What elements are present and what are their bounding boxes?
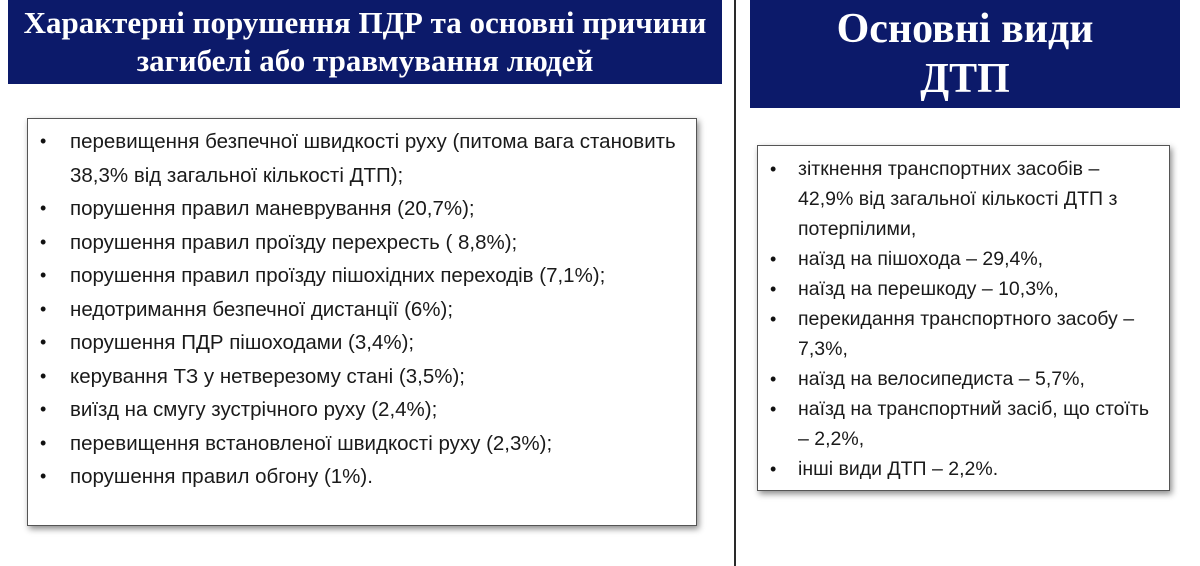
list-item-text: наїзд на транспортний засіб, що стоїть – 2,2%,	[798, 398, 1150, 450]
bullet-icon: •	[40, 432, 47, 453]
list-item-text: керування ТЗ у нетверезому стані (3,5%);	[70, 364, 465, 388]
bullet-icon: •	[40, 298, 47, 319]
list-item	[36, 259, 682, 293]
list-item	[36, 226, 682, 260]
vertical-divider	[734, 0, 736, 566]
list-item	[766, 394, 1159, 454]
bullet-icon: •	[40, 399, 47, 419]
bullet-icon: •	[770, 249, 777, 269]
accident-types-list	[766, 154, 1159, 484]
list-item	[36, 192, 682, 226]
bullet-icon: •	[40, 365, 47, 386]
list-item	[766, 244, 1159, 274]
list-item	[766, 154, 1159, 244]
list-item-text: порушення правил проїзду пішохідних переходів (7,1%);	[70, 264, 606, 287]
accident-types-list-box	[757, 145, 1170, 491]
list-item-text: виїзд на смугу зустрічного руху (2,4%);	[70, 398, 438, 421]
violations-list-box	[27, 118, 697, 526]
list-item	[36, 427, 682, 461]
list-item-text: наїзд на пішохода – 29,4%,	[798, 248, 1044, 270]
bullet-icon: •	[770, 279, 777, 299]
list-item-text: недотримання безпечної дистанції (6%);	[70, 297, 454, 321]
list-item	[766, 364, 1159, 394]
list-item	[36, 293, 682, 327]
list-item-text: наїзд на перешкоду – 10,3%,	[798, 278, 1059, 300]
list-item	[36, 125, 682, 192]
list-item	[36, 393, 682, 427]
list-item-text: порушення правил маневрування (20,7%);	[70, 197, 475, 220]
list-item	[766, 454, 1159, 484]
right-panel-title	[750, 0, 1180, 108]
list-item-text: перевищення безпечної швидкості руху (питома вага становить 38,3% від загальної кількості ДТП);	[70, 130, 676, 187]
list-item-text: інші види ДТП – 2,2%.	[798, 458, 999, 480]
violations-list	[36, 125, 682, 494]
list-item	[36, 360, 682, 394]
bullet-icon: •	[40, 231, 47, 252]
list-item	[766, 304, 1159, 364]
list-item-text: порушення ПДР пішоходами (3,4%);	[70, 331, 415, 354]
bullet-icon: •	[40, 466, 47, 486]
bullet-icon: •	[770, 369, 777, 389]
list-item	[36, 326, 682, 360]
bullet-icon: •	[770, 459, 777, 479]
bullet-icon: •	[40, 332, 47, 352]
right-panel-title-text: Основні види ДТП	[836, 6, 1094, 102]
left-panel-title: Характерні порушення ПДР та основні причини загибелі або травмування людей	[8, 0, 722, 84]
bullet-icon: •	[770, 399, 777, 419]
bullet-icon: •	[40, 198, 47, 218]
list-item-text: перевищення встановленої швидкості руху (2,3%);	[70, 431, 553, 455]
list-item-text: наїзд на велосипедиста – 5,7%,	[798, 368, 1085, 390]
list-item-text: зіткнення транспортних засобів – 42,9% від загальної кількості ДТП з потерпілими,	[798, 158, 1118, 240]
bullet-icon: •	[770, 309, 777, 329]
list-item-text: перекидання транспортного засобу – 7,3%,	[798, 308, 1135, 360]
bullet-icon: •	[40, 131, 47, 151]
list-item-text: порушення правил обгону (1%).	[70, 465, 373, 488]
list-item-text: порушення правил проїзду перехресть ( 8,8%);	[70, 230, 518, 254]
list-item	[36, 460, 682, 494]
bullet-icon: •	[40, 265, 47, 285]
list-item	[766, 274, 1159, 304]
bullet-icon: •	[770, 159, 777, 179]
